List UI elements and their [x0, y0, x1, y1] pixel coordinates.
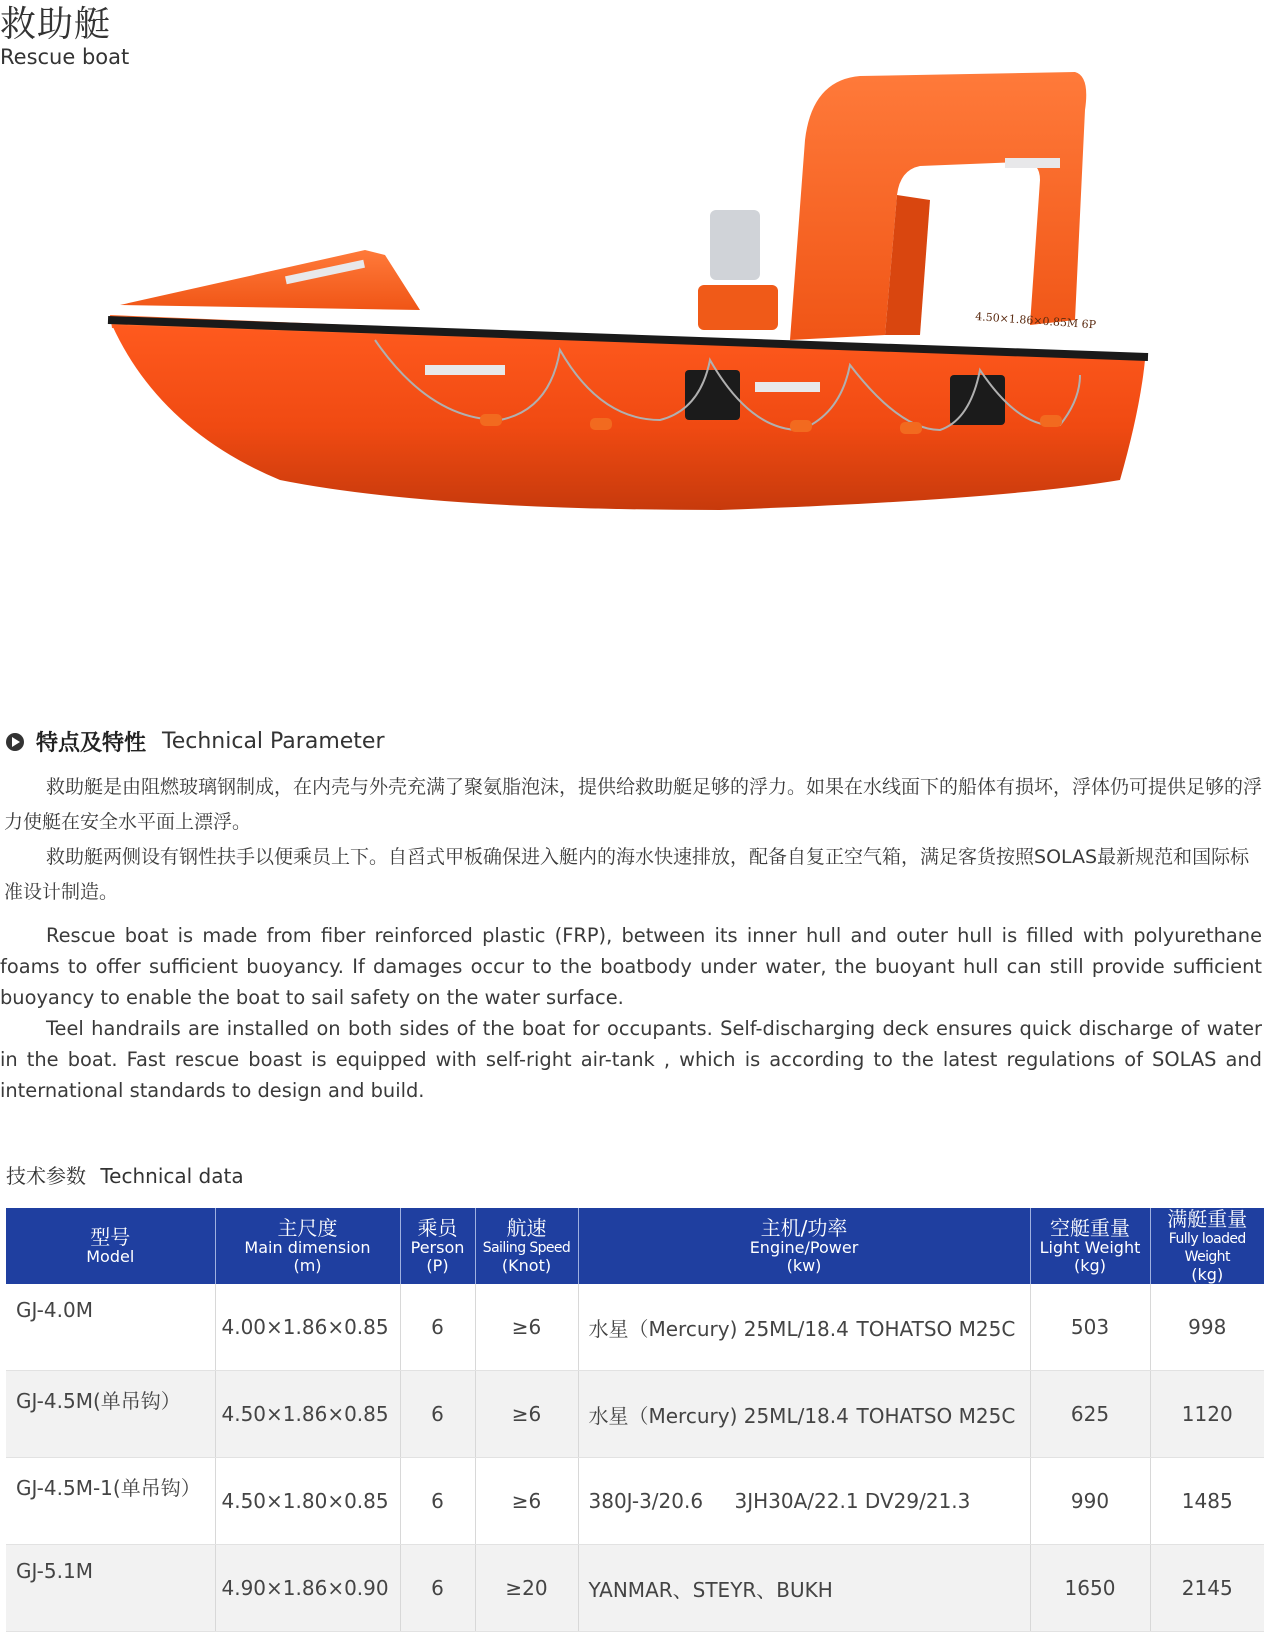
- cell-engine: 380J-3/20.6 3JH30A/22.1 DV29/21.3: [578, 1458, 1030, 1545]
- cell-speed: ≥6: [475, 1458, 578, 1545]
- description-cn-1: 救助艇是由阻燃玻璃钢制成，在内壳与外壳充满了聚氨脂泡沫，提供给救助艇足够的浮力。如果在水线面下的船体有损坏，浮体仍可提供足够的浮力使艇在安全水平面上漂浮。: [4, 776, 1263, 833]
- cell-person: 6: [400, 1284, 475, 1371]
- technical-data-table: [6, 1208, 1264, 1632]
- table-row: [6, 1458, 1264, 1545]
- page-title-en: Rescue boat: [0, 45, 130, 69]
- cell-speed: ≥6: [475, 1284, 578, 1371]
- cell-person: 6: [400, 1545, 475, 1632]
- cell-engine: YANMAR、STEYR、BUKH: [578, 1545, 1030, 1632]
- cell-full-weight: 998: [1150, 1284, 1264, 1371]
- section-title-en: Technical Parameter: [162, 729, 385, 754]
- table-header-row: [6, 1208, 1264, 1284]
- cell-person: 6: [400, 1371, 475, 1458]
- cell-light-weight: 503: [1030, 1284, 1150, 1371]
- cell-light-weight: 990: [1030, 1458, 1150, 1545]
- cell-person: 6: [400, 1458, 475, 1545]
- cell-model: GJ-4.0M: [6, 1284, 215, 1371]
- rescue-boat-image: [100, 70, 1160, 590]
- cell-model: GJ-4.5M(单吊钩）: [6, 1371, 215, 1458]
- technical-data-title-en: Technical data: [100, 1164, 244, 1188]
- cell-model: GJ-5.1M: [6, 1545, 215, 1632]
- header-full-weight: 满艇重量 Fully loaded Weight (kg): [1150, 1208, 1264, 1284]
- section-title-cn: 特点及特性: [36, 731, 147, 756]
- section-heading: [6, 726, 385, 757]
- cell-dimension: 4.50×1.86×0.85: [215, 1371, 400, 1458]
- cell-full-weight: 1485: [1150, 1458, 1264, 1545]
- cell-light-weight: 1650: [1030, 1545, 1150, 1632]
- cell-model: GJ-4.5M-1(单吊钩）: [6, 1458, 215, 1545]
- cell-engine: 水星（Mercury) 25ML/18.4 TOHATSO M25C: [578, 1371, 1030, 1458]
- cell-speed: ≥6: [475, 1371, 578, 1458]
- cell-dimension: 4.50×1.80×0.85: [215, 1458, 400, 1545]
- cell-light-weight: 625: [1030, 1371, 1150, 1458]
- page-title-cn: 救助艇: [0, 4, 112, 45]
- cell-dimension: 4.00×1.86×0.85: [215, 1284, 400, 1371]
- header-dimension: 主尺度 Main dimension (m): [215, 1208, 400, 1284]
- description-en-2: Teel handrails are installed on both sides of the boat for occupants. Self-discharging deck ensures quick discharge of water in the boat. Fast rescue boast is equipped with self-right air-tank , which is according to the latest regulations of SOLAS and international standards to design and build.: [0, 1017, 1262, 1102]
- cell-speed: ≥20: [475, 1545, 578, 1632]
- cell-dimension: 4.90×1.86×0.90: [215, 1545, 400, 1632]
- table-row: [6, 1371, 1264, 1458]
- technical-data-heading: [6, 1160, 244, 1189]
- description-cn-2: 救助艇两侧设有钢性扶手以便乘员上下。自舀式甲板确保进入艇内的海水快速排放，配备自复正空气箱，满足客货按照SOLAS最新规范和国际标准设计制造。: [4, 846, 1250, 903]
- cell-full-weight: 1120: [1150, 1371, 1264, 1458]
- table-row: [6, 1284, 1264, 1371]
- header-person: 乘员 Person (P): [400, 1208, 475, 1284]
- technical-data-title-cn: 技术参数: [6, 1164, 86, 1188]
- header-speed: 航速 Sailing Speed (Knot): [475, 1208, 578, 1284]
- header-model: 型号 Model: [6, 1208, 215, 1284]
- cell-engine: 水星（Mercury) 25ML/18.4 TOHATSO M25C: [578, 1284, 1030, 1371]
- boat-marking: 4.50×1.86×0.85M 6P: [974, 310, 1097, 332]
- play-circle-icon: [6, 733, 24, 751]
- table-row: [6, 1545, 1264, 1632]
- cell-full-weight: 2145: [1150, 1545, 1264, 1632]
- header-engine: 主机/功率 Engine/Power (kw): [578, 1208, 1030, 1284]
- header-light-weight: 空艇重量 Light Weight (kg): [1030, 1208, 1150, 1284]
- description-en-1: Rescue boat is made from fiber reinforced plastic (FRP), between its inner hull and outer hull is filled with polyurethane foams to offer sufficient buoyancy. If damages occur to the boatbody under water, the buoyant hull can still provide sufficient buoyancy to enable the boat to sail safety on the water surface.: [0, 924, 1262, 1009]
